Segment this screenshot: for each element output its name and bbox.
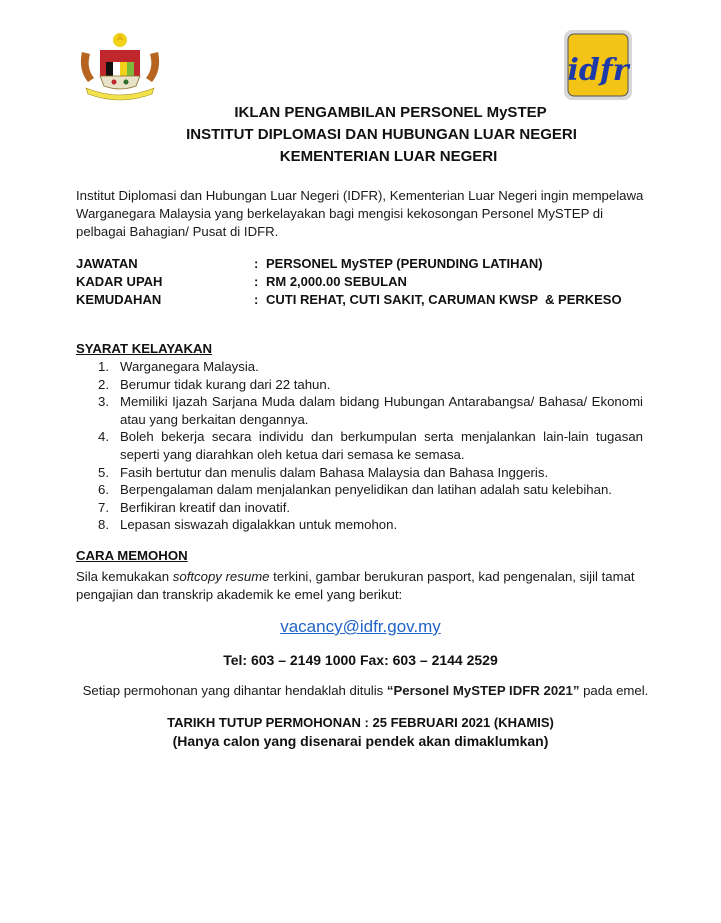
svg-text:idfr: idfr <box>567 53 629 88</box>
list-item <box>98 428 643 463</box>
email-subject-note <box>0 683 721 698</box>
advertisement-title: IKLAN PENGAMBILAN PERSONEL MySTEP <box>234 104 547 121</box>
apply-text-italic: softcopy resume <box>172 569 270 584</box>
institute-name: INSTITUT DIPLOMASI DAN HUBUNGAN LUAR NEGERI <box>186 126 577 143</box>
malaysia-coat-of-arms-icon <box>72 30 168 104</box>
idfr-logo-icon <box>562 28 634 102</box>
detail-label: JAWATAN <box>76 256 138 271</box>
item-number: 8. <box>98 517 109 533</box>
closing-date: TARIKH TUTUP PERMOHONAN : 25 FEBRUARI 2021 (KHAMIS) <box>167 715 554 730</box>
email-link[interactable]: vacancy@idfr.gov.my <box>280 617 441 636</box>
contact-phone-fax: Tel: 603 – 2149 1000 Fax: 603 – 2144 2529 <box>223 652 498 668</box>
list-item <box>98 481 643 499</box>
note-subject: “Personel MySTEP IDFR 2021” <box>386 683 580 698</box>
detail-colon: : <box>254 292 259 307</box>
item-number: 7. <box>98 499 109 515</box>
detail-colon: : <box>254 256 259 271</box>
list-item <box>98 499 643 517</box>
item-number: 1. <box>98 359 109 374</box>
note-text-end: pada emel. <box>579 683 649 698</box>
detail-label: KADAR UPAH <box>76 274 163 289</box>
email-container <box>0 617 721 637</box>
item-text: Memiliki Ijazah Sarjana Muda dalam bidang Hubungan Antarabangsa/ Bahasa/ Ekonomi atau yang berkaitan dengannya. <box>120 394 643 427</box>
intro-paragraph: Institut Diplomasi dan Hubungan Luar Negeri (IDFR), Kementerian Luar Negeri ingin mempelawa Warganegara Malaysia yang berkelayakan bagi mengisi kekosongan Personel MySTEP di pelbagai Bahagian/ Pusat di IDFR. <box>76 188 644 239</box>
detail-row-salary <box>76 273 622 291</box>
advertisement-header <box>0 102 721 168</box>
apply-text-end: terkini, gambar berukuran pasport, kad pengenalan, sijil tamat pengajian dan transkrip akademik ke emel yang berikut: <box>76 569 635 602</box>
list-item <box>98 393 643 428</box>
item-text: Berpengalaman dalam menjalankan penyelidikan dan latihan adalah satu kelebihan. <box>120 482 612 498</box>
job-details <box>76 255 622 309</box>
detail-colon: : <box>254 274 259 289</box>
item-number: 6. <box>98 482 109 498</box>
item-text: Berfikiran kreatif dan inovatif. <box>120 499 291 515</box>
requirements-list <box>98 358 643 534</box>
detail-label: KEMUDAHAN <box>76 292 162 307</box>
detail-row-benefits <box>76 291 622 309</box>
list-item <box>98 358 643 376</box>
list-item <box>98 376 643 394</box>
item-text: Boleh bekerja secara individu dan berkumpulan serta menjalankan lain-lain tugasan seperti yang diarahkan oleh ketua dari semasa ke semasa. <box>120 429 643 462</box>
item-text: Fasih bertutur dan menulis dalam Bahasa Malaysia dan Bahasa Inggeris. <box>120 464 549 480</box>
how-to-apply-text <box>76 568 656 604</box>
item-number: 4. <box>98 429 109 445</box>
detail-value: PERSONEL MySTEP (PERUNDING LATIHAN) <box>266 256 543 271</box>
requirements-heading: SYARAT KELAYAKAN <box>76 341 213 356</box>
detail-value: CUTI REHAT, CUTI SAKIT, CARUMAN KWSP & PERKESO <box>266 292 622 307</box>
list-item <box>98 516 643 534</box>
ministry-name: KEMENTERIAN LUAR NEGERI <box>279 148 498 165</box>
item-number: 3. <box>98 394 109 410</box>
detail-row-position <box>76 255 622 273</box>
list-item <box>98 464 643 482</box>
how-to-apply-heading: CARA MEMOHON <box>76 548 188 563</box>
item-number: 5. <box>98 464 109 480</box>
item-text: Warganegara Malaysia. <box>120 359 259 374</box>
apply-text-start: Sila kemukakan <box>76 569 173 584</box>
note-text-start: Setiap permohonan yang dihantar hendaklah ditulis <box>82 683 387 698</box>
item-text: Lepasan siswazah digalakkan untuk memohon. <box>120 517 398 533</box>
item-text: Berumur tidak kurang dari 22 tahun. <box>120 376 331 392</box>
shortlist-notice: (Hanya calon yang disenarai pendek akan dimaklumkan) <box>172 733 549 749</box>
item-number: 2. <box>98 376 109 392</box>
detail-value: RM 2,000.00 SEBULAN <box>266 274 407 289</box>
